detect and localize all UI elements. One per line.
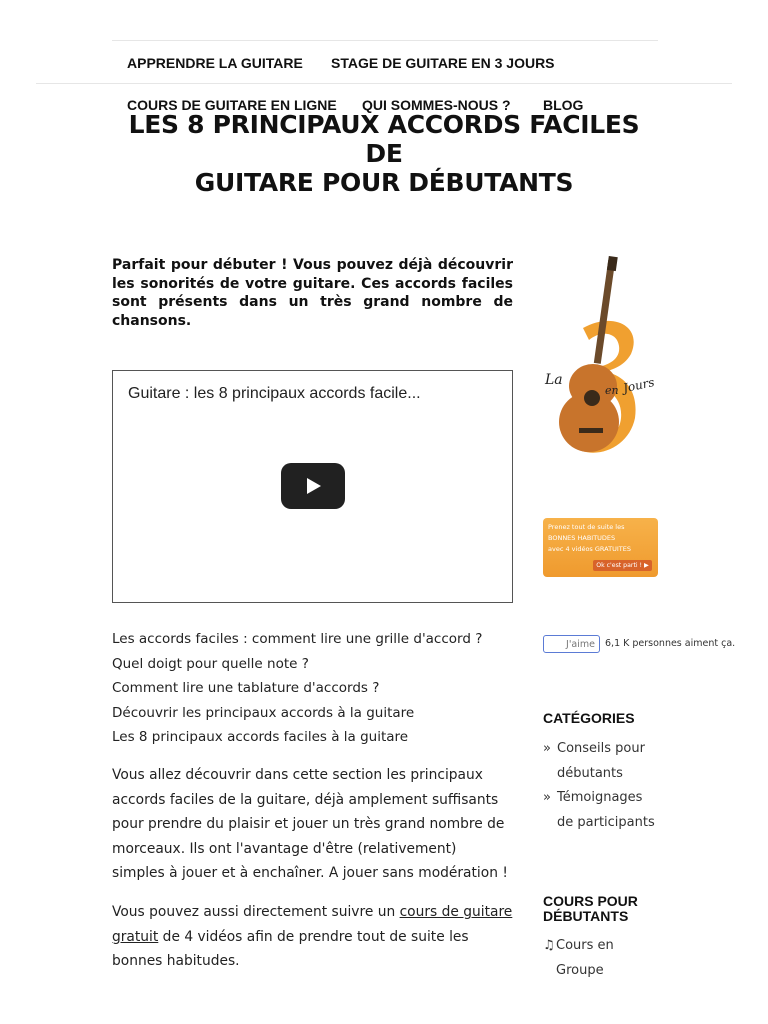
video-embed[interactable] <box>112 370 513 603</box>
toc-item[interactable]: Quel doigt pour quelle note ? <box>112 655 309 672</box>
logo-text-en: en <box>605 384 619 397</box>
header-bottom-divider <box>36 83 732 84</box>
page-title-line2: GUITARE POUR DÉBUTANTS <box>194 168 574 197</box>
video-title[interactable]: Guitare : les 8 principaux accords facile... <box>128 385 421 402</box>
nav-item-qui-sommes-nous[interactable]: QUI SOMMES-NOUS ? <box>362 97 511 113</box>
toc-item[interactable]: Comment lire une tablature d'accords ? <box>112 680 380 696</box>
para2-text-before: Vous pouvez aussi directement suivre un <box>112 904 400 920</box>
para2-text-after: de 4 vidéos afin de prendre tout de suite les bonnes habitudes. <box>112 928 469 969</box>
nav-item-blog[interactable]: BLOG <box>543 97 584 113</box>
banner-line-1: Prenez tout de suite les <box>548 523 625 531</box>
free-videos-banner[interactable] <box>543 518 658 577</box>
course-label[interactable]: Cours en Groupe <box>556 938 614 978</box>
categories-heading: CATÉGORIES <box>543 710 635 726</box>
free-course-link[interactable]: cours de guitare gratuit <box>112 904 513 945</box>
logo-text-jours: Jours <box>621 375 656 396</box>
logo-text-la: La <box>545 372 563 388</box>
double-chevron-right-icon: » <box>543 790 551 805</box>
facebook-like-count: 6,1 K personnes aiment ça. <box>605 638 736 649</box>
body-paragraph-1: Vous allez découvrir dans cette section les principaux accords faciles de la guitare, déjà amplement suffisants pour prendre du plaisir et jouer un très grand nombre de morceaux. Ils ont l'avantage d'être (relativement) simples à jouer et à enchaîner. A jouer sans modération ! <box>112 767 508 881</box>
toc-list <box>112 627 513 750</box>
course-item-groupe[interactable] <box>543 934 658 983</box>
toc-item[interactable]: Les 8 principaux accords faciles à la guitare <box>112 729 409 745</box>
intro-text: Parfait pour débuter ! Vous pouvez déjà découvrir les sonorités de votre guitare. Ces accords faciles sont présents dans un très grand nombre de chansons. <box>112 257 513 329</box>
toc-item[interactable]: Découvrir les principaux accords à la guitare <box>112 704 415 721</box>
double-chevron-right-icon: » <box>543 741 551 756</box>
nav-item-apprendre[interactable]: APPRENDRE LA GUITARE <box>127 55 303 71</box>
guitar-logo-icon <box>543 256 658 461</box>
play-icon[interactable] <box>281 463 345 509</box>
stage-logo[interactable] <box>543 256 658 461</box>
toc-item[interactable]: Les accords faciles : comment lire une grille d'accord ? <box>112 631 483 647</box>
nav-item-cours-en-ligne[interactable]: COURS DE GUITARE EN LIGNE <box>127 97 337 113</box>
banner-line-3: avec 4 vidéos GRATUITES <box>548 545 631 553</box>
category-label[interactable]: Témoignages de participants <box>557 790 655 830</box>
courses-heading: COURS POUR DÉBUTANTS <box>543 893 638 924</box>
page-title <box>112 110 656 197</box>
music-note-icon: ♫ <box>543 938 555 953</box>
category-item-conseils[interactable] <box>543 737 658 786</box>
header-top-divider <box>112 40 658 41</box>
category-label[interactable]: Conseils pour débutants <box>557 741 645 781</box>
page-title-line1: LES 8 PRINCIPAUX ACCORDS FACILES DE <box>128 110 640 168</box>
banner-line-2: BONNES HABITUDES <box>548 534 616 542</box>
facebook-like-button[interactable]: J'aime <box>543 635 600 653</box>
nav-item-stage[interactable]: STAGE DE GUITARE EN 3 JOURS <box>331 55 555 71</box>
body-paragraph-2 <box>112 900 513 974</box>
category-item-temoignages[interactable] <box>543 786 658 835</box>
banner-cta-button[interactable]: Ok c'est parti ! ▶ <box>593 560 652 571</box>
